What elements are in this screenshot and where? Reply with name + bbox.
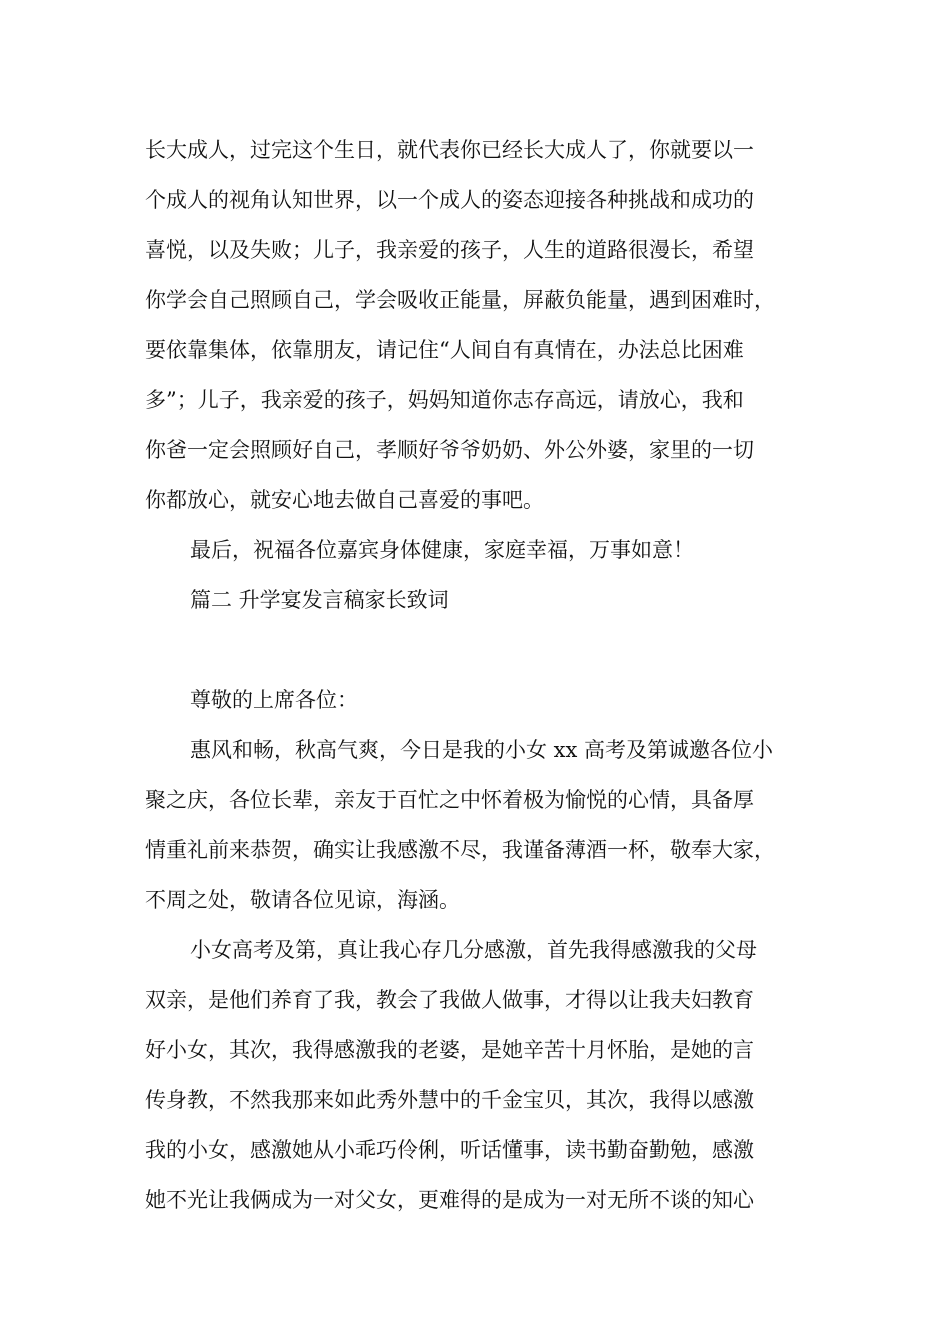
paragraph-line: 喜悦，以及失败；儿子，我亲爱的孩子，人生的道路很漫长，希望 <box>145 238 754 262</box>
paragraph-line: 小女高考及第，真让我心存几分感激，首先我得感激我的父母 <box>190 938 757 962</box>
paragraph-line: 好小女，其次，我得感激我的老婆，是她辛苦十月怀胎，是她的言 <box>145 1038 754 1062</box>
paragraph-line: 你都放心，就安心地去做自己喜爱的事吧。 <box>145 488 544 512</box>
paragraph-line: 要依靠集体，依靠朋友，请记住“人间自有真情在，办法总比困难 <box>145 338 744 362</box>
salutation: 尊敬的上席各位： <box>190 688 358 712</box>
paragraph-line: 个成人的视角认知世界，以一个成人的姿态迎接各种挑战和成功的 <box>145 188 754 212</box>
paragraph-line: 惠风和畅，秋高气爽，今日是我的小女 xx 高考及第诚邀各位小 <box>190 738 774 762</box>
paragraph-line: 我的小女，感激她从小乖巧伶俐，听话懂事，读书勤奋勤勉，感激 <box>145 1138 754 1162</box>
closing-line: 最后，祝福各位嘉宾身体健康，家庭幸福，万事如意！ <box>190 538 694 562</box>
paragraph-line: 双亲，是他们养育了我，教会了我做人做事，才得以让我夫妇教育 <box>145 988 754 1012</box>
paragraph-line: 情重礼前来恭贺，确实让我感激不尽，我谨备薄酒一杯，敬奉大家， <box>145 838 775 862</box>
paragraph-line: 你爸一定会照顾好自己，孝顺好爷爷奶奶、外公外婆，家里的一切 <box>145 438 754 462</box>
paragraph-line: 聚之庆，各位长辈，亲友于百忙之中怀着极为愉悦的心情，具备厚 <box>145 788 754 812</box>
paragraph-line: 长大成人，过完这个生日，就代表你已经长大成人了，你就要以一 <box>145 138 754 162</box>
paragraph-line: 多”；儿子，我亲爱的孩子，妈妈知道你志存高远，请放心，我和 <box>145 388 744 412</box>
paragraph-line: 传身教，不然我那来如此秀外慧中的千金宝贝，其次，我得以感激 <box>145 1088 754 1112</box>
paragraph-line: 不周之处，敬请各位见谅，海涵。 <box>145 888 460 912</box>
section-title: 篇二 升学宴发言稿家长致词 <box>190 588 449 612</box>
paragraph-line: 她不光让我俩成为一对父女，更难得的是成为一对无所不谈的知心 <box>145 1188 754 1212</box>
paragraph-line: 你学会自己照顾自己，学会吸收正能量，屏蔽负能量，遇到困难时， <box>145 288 775 312</box>
